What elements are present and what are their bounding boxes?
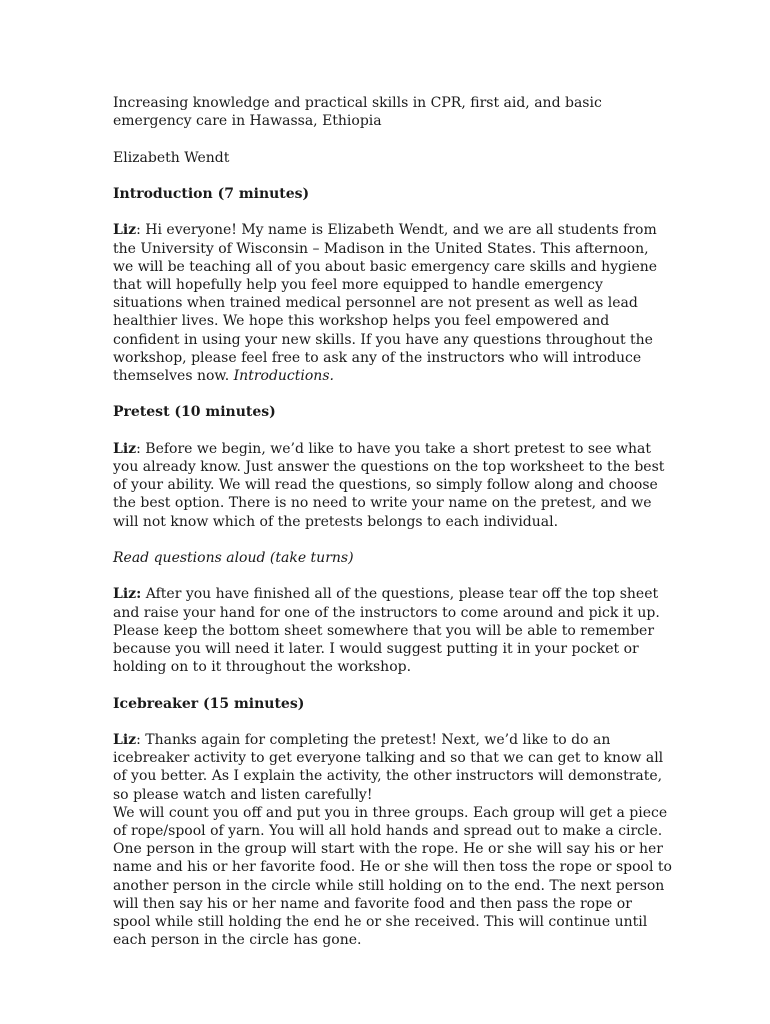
speaker-label: Liz: (113, 586, 142, 603)
section-heading-introduction: Introduction (7 minutes) (113, 185, 310, 202)
paragraph-text: : Before we begin, we’d like to have you take a short pretest to see what you already know. Just answer the questions on the top worksheet to the best of your ability. We will read the questions, so simply follow along and choose the best option. There is no need to write your name on the pretest, and we will not know which of the pretests belongs to each individual. (113, 440, 665, 530)
paragraph-pretest (113, 440, 673, 531)
paragraph-introduction (113, 221, 673, 385)
document-title: Increasing knowledge and practical skills in CPR, first aid, and basic emergency care in Hawassa, Ethiopia (113, 95, 602, 130)
speaker-label: Liz (113, 222, 137, 239)
paragraph-text: : Thanks again for completing the pretest! Next, we’d like to do an icebreaker activity to get everyone talking and so that we can get to know all of you better. As I explain the activity, the other instructors will demonstrate, so please watch and listen carefully! (113, 731, 664, 803)
paragraph-text: After you have finished all of the questions, please tear off the top sheet and raise your hand for one of the instructors to come around and pick it up. Please keep the bottom sheet somewhere that you will be able to remember because you will need it later. I would suggest putting it in your pocket or holding on to it throughout the workshop. (113, 586, 660, 676)
speaker-label: Liz (113, 440, 137, 457)
paragraph-icebreaker (113, 731, 673, 804)
paragraph-icebreaker-instructions: We will count you off and put you in three groups. Each group will get a piece of rope/spool of yarn. You will all hold hands and spread out to make a circle. One person in the group will start with the rope. He or she will say his or her name and his or her favorite food. He or she will then toss the rope or spool to another person in the circle while still holding on to the end. The next person will then say his or her name and favorite food and then pass the rope or spool while still holding the end he or she received. This will continue until each person in the circle has gone. (113, 804, 672, 949)
speaker-label: Liz (113, 731, 137, 748)
document-author: Elizabeth Wendt (113, 149, 230, 166)
stage-direction: Introductions. (233, 368, 334, 384)
paragraph-text: : Hi everyone! My name is Elizabeth Wendt, and we are all students from the University of Wisconsin – Madison in the United States. This afternoon, we will be teaching all of you about basic emergency care skills and hygiene that will hopefully help you feel more equipped to handle emergency situations when trained medical personnel are not present as well as lead healthier lives. We hope this workshop helps you feel empowered and confident in using your new skills. If you have any questions throughout the workshop, please feel free to ask any of the instructors who will introduce themselves now. (113, 222, 658, 384)
section-heading-icebreaker: Icebreaker (15 minutes) (113, 695, 305, 712)
stage-direction-pretest: Read questions aloud (take turns) (113, 549, 354, 566)
document-page (113, 94, 673, 968)
paragraph-pretest-followup (113, 585, 673, 676)
section-heading-pretest: Pretest (10 minutes) (113, 404, 276, 421)
